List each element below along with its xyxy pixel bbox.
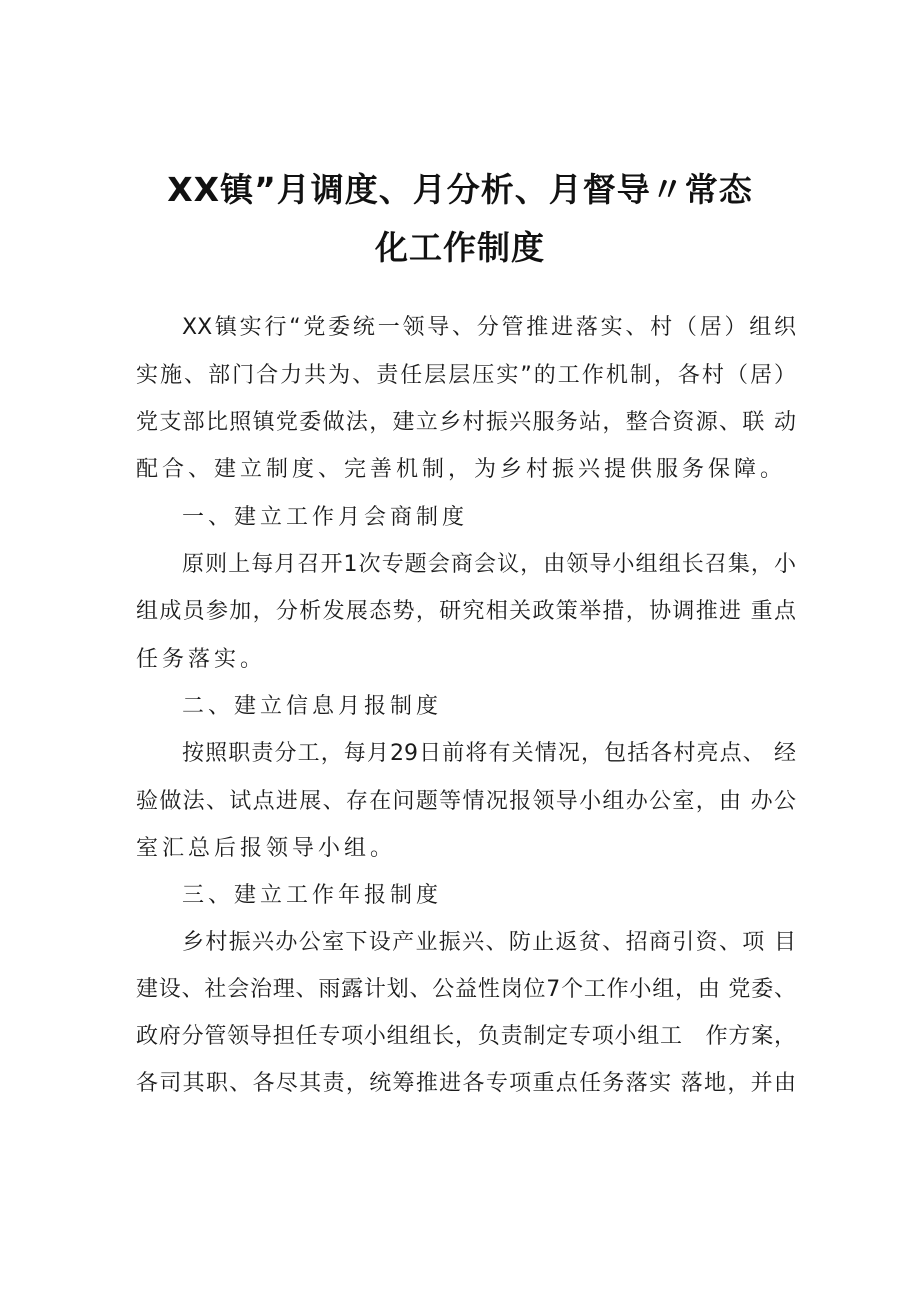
section-2-paragraph-line: 验做法、试点进展、存在问题等情况报领导小组办公室，由 办公 [136, 789, 796, 814]
section-2-paragraph-line: 按照职责分工，每月29日前将有关情况，包括各村亮点、 经 [182, 741, 796, 766]
intro-paragraph-line: 实施、部门合力共为、责任层层压实”的工作机制，各村（居） [136, 363, 796, 388]
section-heading-1: 一、建立工作月会商制度 [182, 505, 469, 530]
intro-paragraph-line: 党支部比照镇党委做法，建立乡村振兴服务站，整合资源、联 动 [136, 410, 796, 435]
section-1-paragraph-line: 原则上每月召开1次专题会商会议，由领导小组组长召集，小 [182, 552, 796, 577]
document-title-line-1: XX镇”月调度、月分析、月督导〃常态 [167, 170, 753, 209]
section-heading-3: 三、建立工作年报制度 [182, 883, 443, 908]
section-heading-2: 二、建立信息月报制度 [182, 694, 443, 719]
section-2-paragraph-line: 室汇总后报领导小组。 [136, 836, 397, 861]
intro-paragraph-line: 配合、建立制度、完善机制，为乡村振兴提供服务保障。 [136, 457, 787, 482]
section-3-paragraph-line: 建设、社会治理、雨露计划、公益性岗位7个工作小组，由 党委、 [136, 977, 796, 1002]
section-1-paragraph-line: 任务落实。 [136, 647, 267, 672]
section-3-paragraph-line: 乡村振兴办公室下设产业振兴、防止返贫、招商引资、项 目 [182, 930, 796, 955]
document-title-line-2: 化工作制度 [375, 228, 545, 267]
intro-paragraph-line: XX镇实行“党委统一领导、分管推进落实、村（居）组织 [182, 315, 796, 340]
section-3-paragraph-line: 政府分管领导担任专项小组组长，负责制定专项小组工 作方案， [136, 1024, 796, 1049]
section-1-paragraph-line: 组成员参加，分析发展态势，研究相关政策举措，协调推进 重点 [136, 599, 796, 624]
section-3-paragraph-line: 各司其职、各尽其责，统筹推进各专项重点任务落实 落地，并由 [136, 1071, 796, 1096]
